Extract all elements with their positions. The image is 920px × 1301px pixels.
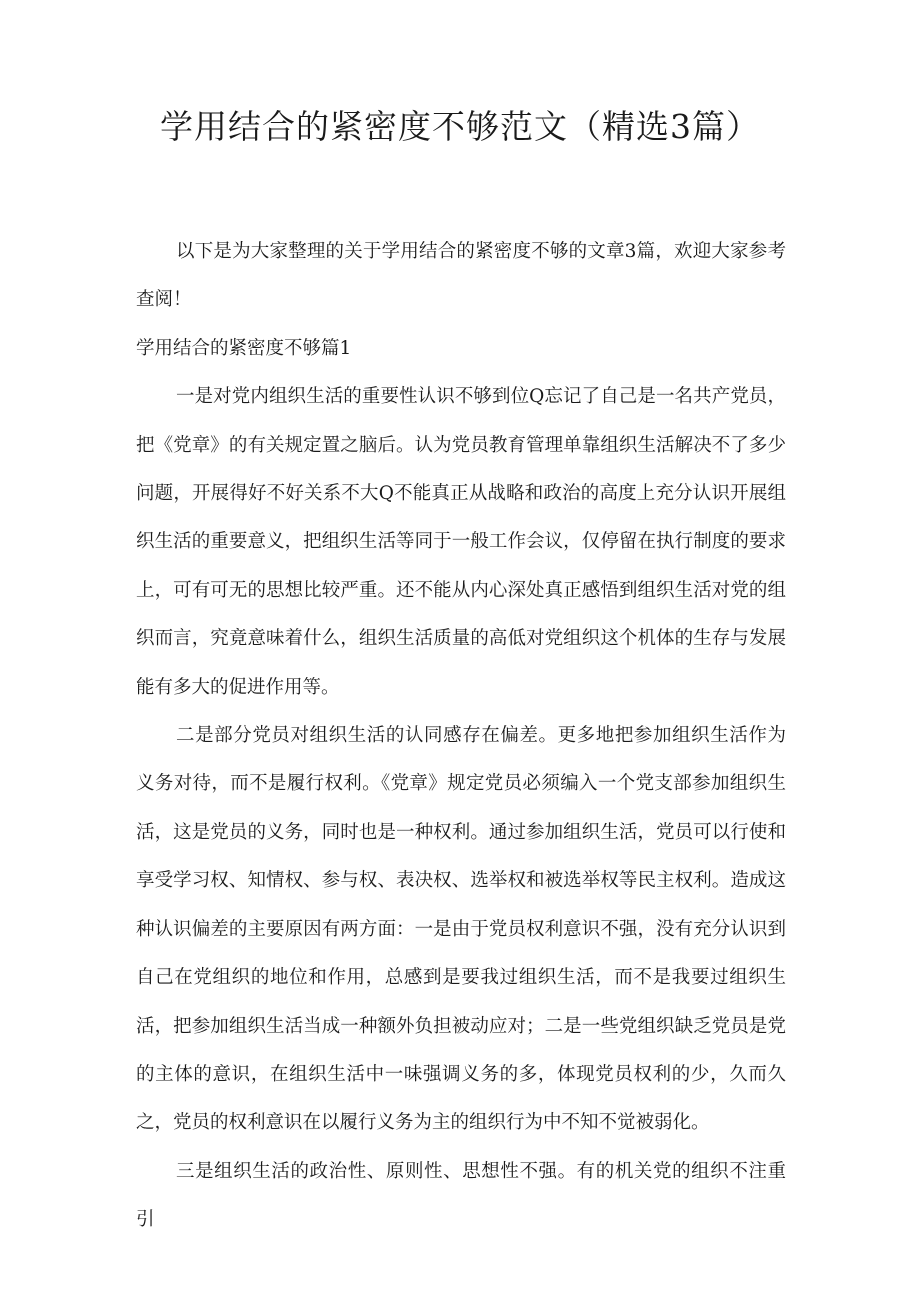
- body-paragraph-2: 二是部分党员对组织生活的认同感存在偏差。更多地把参加组织生活作为义务对待，而不是履行权利。《党章》规定党员必须编入一个党支部参加组织生活，这是党员的义务，同时也是一种权利。通过参加组织生活，党员可以行使和享受学习权、知情权、参与权、表决权、选举权和被选举权等民主权利。造成这种认识偏差的主要原因有两方面：一是由于党员权利意识不强，没有充分认识到自己在党组织的地位和作用，总感到是要我过组织生活，而不是我要过组织生活，把参加组织生活当成一种额外负担被动应对；二是一些党组织缺乏党员是党的主体的意识，在组织生活中一味强调义务的多，体现党员权利的少，久而久之，党员的权利意识在以履行义务为主的组织行为中不知不觉被弱化。: [136, 725, 786, 1134]
- document-title: 学用结合的紧密度不够范文（精选3篇）: [160, 107, 760, 146]
- section-heading: 学用结合的紧密度不够篇1: [136, 337, 352, 359]
- document-body: [136, 228, 786, 1245]
- body-paragraph-1: 一是对党内组织生活的重要性认识不够到位Q忘记了自己是一名共产党员，把《党章》的有关规定置之脑后。认为党员教育管理单靠组织生活解决不了多少问题，开展得好不好关系不大Q不能真正从战略和政治的高度上充分认识开展组织生活的重要意义，把组织生活等同于一般工作会议，仅停留在执行制度的要求上，可有可无的思想比较严重。还不能从内心深处真正感悟到组织生活对党的组织而言，究竟意味着什么，组织生活质量的高低对党组织这个机体的生存与发展能有多大的促进作用等。: [136, 386, 786, 698]
- intro-paragraph: 以下是为大家整理的关于学用结合的紧密度不够的文章3篇，欢迎大家参考查阅！: [136, 241, 786, 311]
- body-paragraph-3: 三是组织生活的政治性、原则性、思想性不强。有的机关党的组织不注重引: [136, 1160, 786, 1231]
